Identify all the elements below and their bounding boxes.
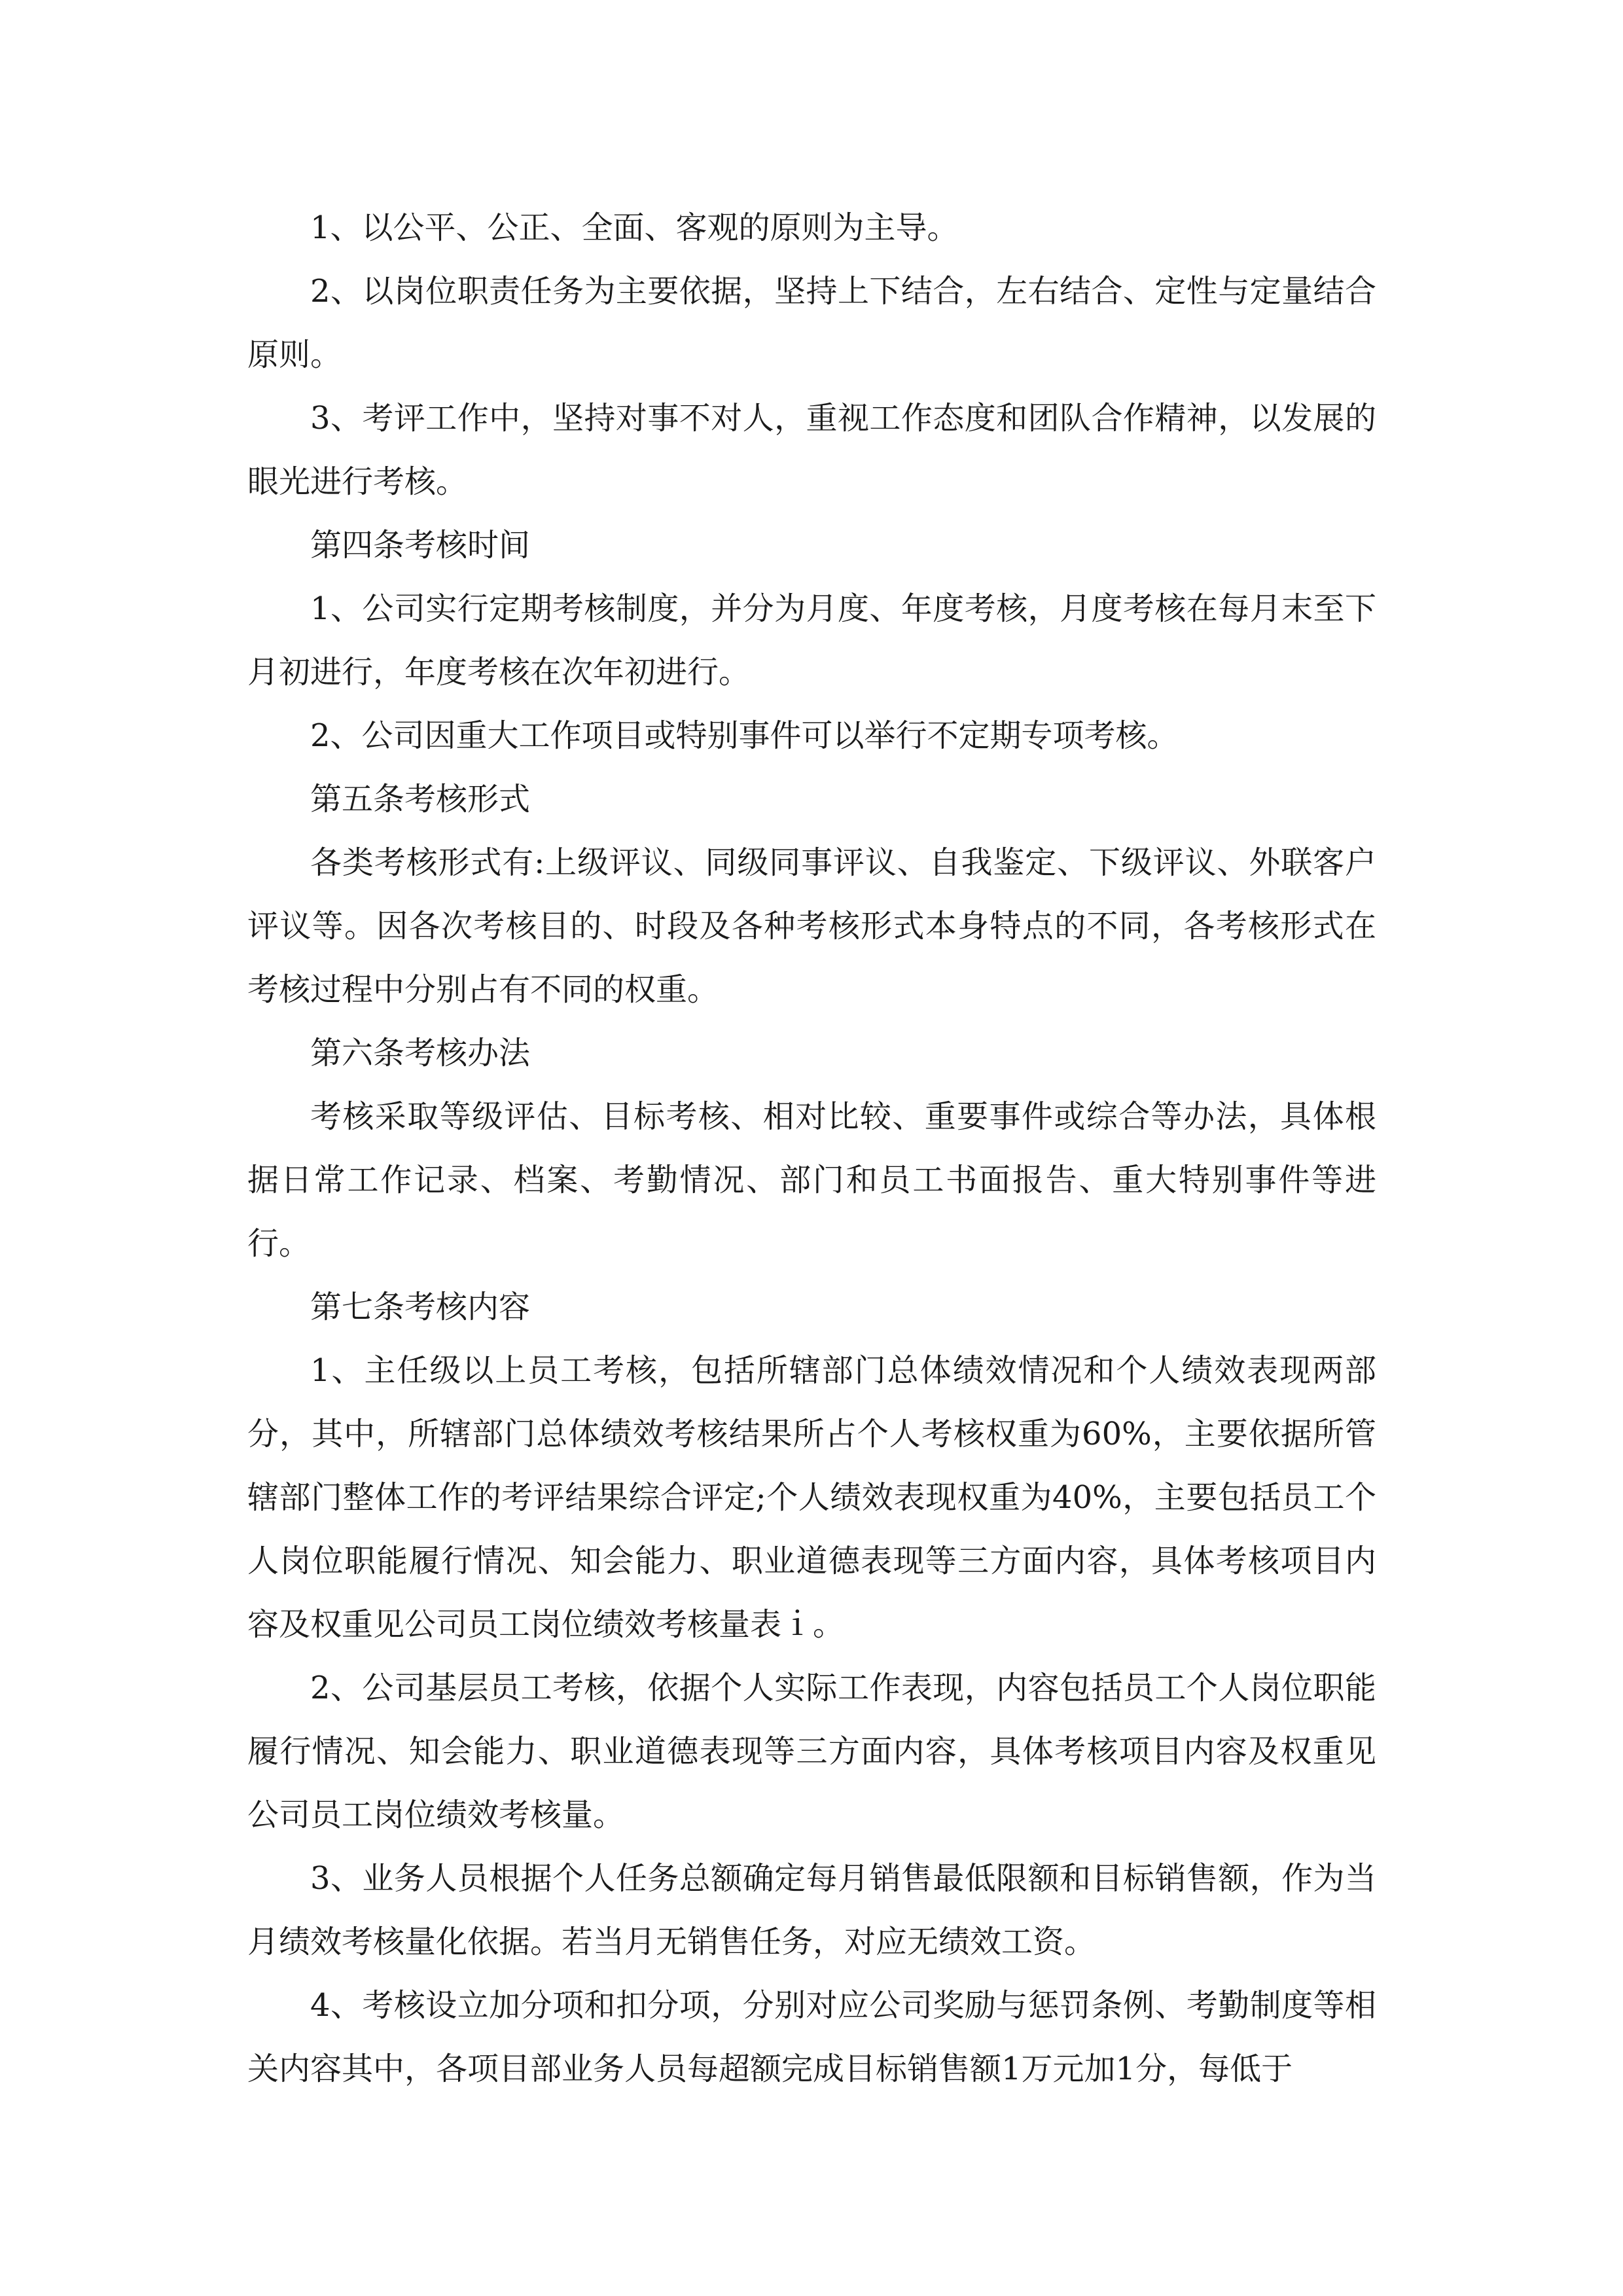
paragraph-time-1: 1、公司实行定期考核制度，并分为月度、年度考核，月度考核在每月末至下月初进行，年度考核在次年初进行。 (247, 590, 1376, 691)
section-heading-article-4: 第四条考核时间 (310, 527, 531, 564)
paragraph-content-1: 1、主任级以上员工考核，包括所辖部门总体绩效情况和个人绩效表现两部分，其中，所辖部门总体绩效考核结果所占个人考核权重为60%，主要依据所管辖部门整体工作的考评结果综合评定;个人绩效表现权重为40%，主要包括员工个人岗位职能履行情况、知会能力、职业道德表现等三方面内容，具体考核项目内容及权重见公司员工岗位绩效考核量表ｉ。 (247, 1352, 1376, 1643)
section-heading-article-6: 第六条考核办法 (310, 1035, 531, 1071)
paragraph-principle-2: 2、以岗位职责任务为主要依据，坚持上下结合，左右结合、定性与定量结合原则。 (247, 273, 1376, 373)
section-heading-article-5: 第五条考核形式 (310, 781, 531, 817)
paragraph-method: 考核采取等级评估、目标考核、相对比较、重要事件或综合等办法，具体根据日常工作记录、档案、考勤情况、部门和员工书面报告、重大特别事件等进行。 (247, 1098, 1376, 1262)
document-body (247, 196, 1376, 2101)
paragraph-principle-3: 3、考评工作中，坚持对事不对人，重视工作态度和团队合作精神，以发展的眼光进行考核。 (247, 400, 1376, 500)
paragraph-content-4: 4、考核设立加分项和扣分项，分别对应公司奖励与惩罚条例、考勤制度等相关内容其中，各项目部业务人员每超额完成目标销售额1万元加1分，每低于 (247, 1987, 1376, 2087)
paragraph-content-3: 3、业务人员根据个人任务总额确定每月销售最低限额和目标销售额，作为当月绩效考核量化依据。若当月无销售任务，对应无绩效工资。 (247, 1860, 1376, 1960)
section-heading-article-7: 第七条考核内容 (310, 1289, 531, 1325)
paragraph-principle-1: 1、以公平、公正、全面、客观的原则为主导。 (310, 209, 959, 246)
paragraph-form: 各类考核形式有:上级评议、同级同事评议、自我鉴定、下级评议、外联客户评议等。因各次考核目的、时段及各种考核形式本身特点的不同，各考核形式在考核过程中分别占有不同的权重。 (247, 844, 1376, 1008)
paragraph-content-2: 2、公司基层员工考核，依据个人实际工作表现，内容包括员工个人岗位职能履行情况、知会能力、职业道德表现等三方面内容，具体考核项目内容及权重见公司员工岗位绩效考核量。 (247, 1670, 1376, 1833)
paragraph-time-2: 2、公司因重大工作项目或特别事件可以举行不定期专项考核。 (310, 717, 1179, 754)
